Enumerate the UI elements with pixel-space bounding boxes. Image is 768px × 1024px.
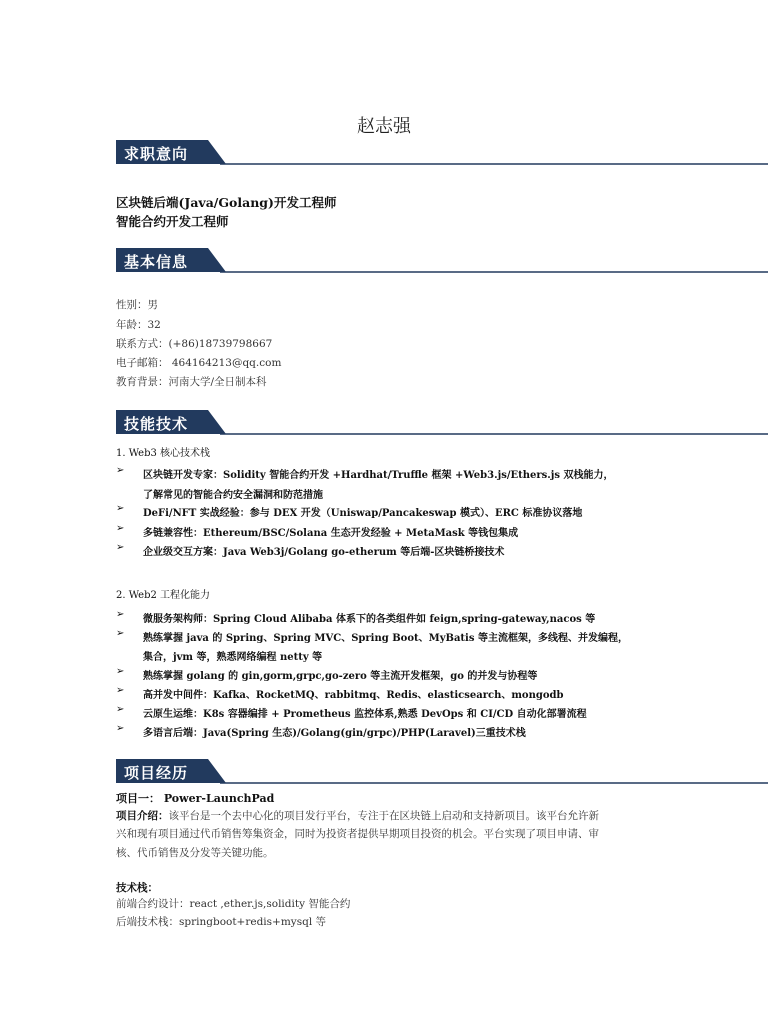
section-title: 基本信息 bbox=[124, 253, 189, 271]
web2-item: 多语言后端：Java(Spring 生态)/Golang(gin/grpc)/PHP(Laravel)三重技术栈 bbox=[143, 728, 526, 739]
project-intro-line-3: 核、代币销售及分发等关键功能。 bbox=[116, 847, 274, 859]
web3-item: 区块链开发专家：Solidity 智能合约开发 +Hardhat/Truffle 框架 +Web3.js/Ethers.js 双栈能力， bbox=[143, 470, 614, 481]
bullet-icon: ➢ bbox=[116, 666, 125, 677]
web3-item: DeFi/NFT 实战经验：参与 DEX 开发（Uniswap/Pancakeswap 模式）、ERC 标准协议落地 bbox=[143, 508, 583, 519]
candidate-name: 赵志强 bbox=[357, 116, 411, 137]
stack-label: 技术栈： bbox=[116, 882, 158, 894]
bullet-icon: ➢ bbox=[116, 723, 125, 734]
web3-item: 多链兼容性：Ethereum/BSC/Solana 生态开发经验 + MetaMask 等钱包集成 bbox=[143, 528, 519, 539]
phone-field: 联系方式：(+86)18739798667 bbox=[116, 338, 273, 350]
section-header-projects bbox=[116, 759, 768, 785]
web2-item: 高并发中间件：Kafka、RocketMQ、rabbitmq、Redis、elasticsearch、mongodb bbox=[143, 690, 564, 701]
project-intro-line-1 bbox=[116, 808, 599, 823]
web3-heading: 1. Web3 核心技术栈 bbox=[116, 448, 211, 459]
bullet-icon: ➢ bbox=[116, 685, 125, 696]
objective-line-1: 区块链后端(Java/Golang)开发工程师 bbox=[116, 195, 337, 210]
gender-field: 性别：男 bbox=[116, 299, 158, 311]
web2-heading: 2. Web2 工程化能力 bbox=[116, 590, 211, 601]
age-field: 年龄：32 bbox=[116, 319, 161, 331]
web2-item: 熟练掌握 golang 的 gin,gorm,grpc,go-zero 等主流开发框架，go 的并发与协程等 bbox=[143, 671, 538, 682]
section-banner-shape bbox=[116, 248, 768, 274]
web3-item: 企业级交互方案：Java Web3j/Golang go-etherum 等后端-区块链桥接技术 bbox=[143, 547, 505, 558]
section-header-skills bbox=[116, 410, 768, 436]
project-intro-label: 项目介绍： bbox=[116, 810, 169, 822]
bullet-icon: ➢ bbox=[116, 465, 125, 476]
web2-item: 熟练掌握 java 的 Spring、Spring MVC、Spring Boot、MyBatis 等主流框架，多线程、并发编程， bbox=[143, 633, 628, 644]
section-header-objective bbox=[116, 140, 768, 166]
web2-item: 云原生运维：K8s 容器编排 + Prometheus 监控体系,熟悉 DevOps 和 CI/CD 自动化部署流程 bbox=[143, 709, 587, 720]
section-banner-shape bbox=[116, 759, 768, 785]
bullet-icon: ➢ bbox=[116, 503, 125, 514]
bullet-icon: ➢ bbox=[116, 628, 125, 639]
bullet-icon: ➢ bbox=[116, 542, 125, 553]
section-header-basic bbox=[116, 248, 768, 274]
section-title: 技能技术 bbox=[124, 415, 189, 433]
section-title: 求职意向 bbox=[124, 145, 189, 163]
bullet-icon: ➢ bbox=[116, 609, 125, 620]
web2-item: 微服务架构师：Spring Cloud Alibaba 体系下的各类组件如 feign,spring-gateway,nacos 等 bbox=[143, 614, 596, 625]
bullet-icon: ➢ bbox=[116, 523, 125, 534]
email-field: 电子邮箱： 464164213@qq.com bbox=[116, 357, 282, 369]
web2-item-continuation: 集合，jvm 等，熟悉网络编程 netty 等 bbox=[143, 652, 323, 663]
bullet-icon: ➢ bbox=[116, 704, 125, 715]
objective-line-2: 智能合约开发工程师 bbox=[116, 214, 229, 229]
web3-item-continuation: 了解常见的智能合约安全漏洞和防范措施 bbox=[143, 490, 323, 501]
frontend-stack: 前端合约设计：react ,ether.js,solidity 智能合约 bbox=[116, 898, 351, 910]
project-intro-line-2: 兴和现有项目通过代币销售筹集资金，同时为投资者提供早期项目投资的机会。平台实现了项目申请、审 bbox=[116, 828, 599, 840]
section-banner-shape bbox=[116, 140, 768, 166]
backend-stack: 后端技术栈：springboot+redis+mysql 等 bbox=[116, 916, 327, 928]
project-title: 项目一： Power-LaunchPad bbox=[116, 792, 275, 805]
section-banner-shape bbox=[116, 410, 768, 436]
section-title: 项目经历 bbox=[124, 764, 189, 782]
project-intro-text: 该平台是一个去中心化的项目发行平台，专注于在区块链上启动和支持新项目。该平台允许新 bbox=[168, 810, 599, 822]
education-field: 教育背景：河南大学/全日制本科 bbox=[116, 376, 267, 388]
